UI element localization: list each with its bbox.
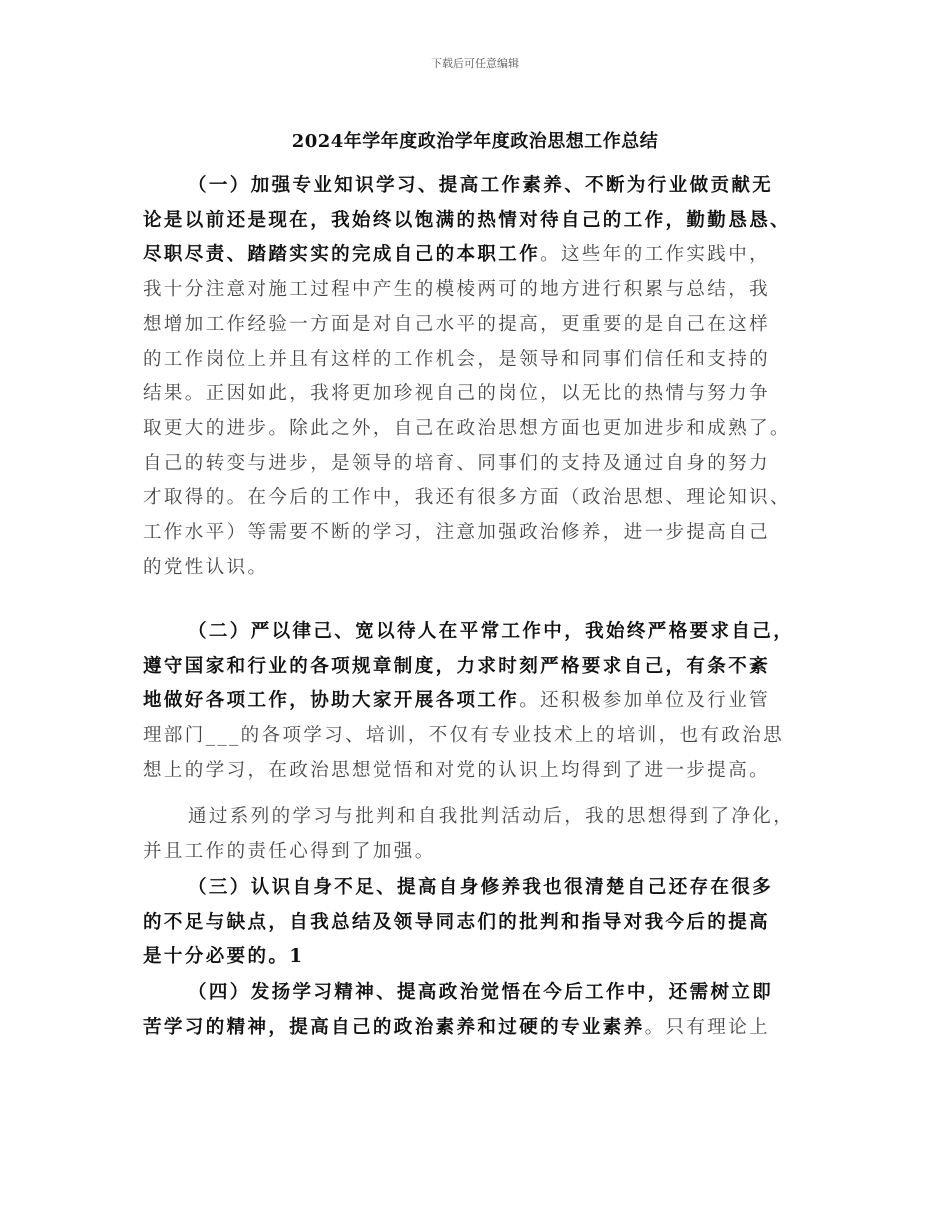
body-line <box>188 804 868 830</box>
body-line <box>143 723 823 749</box>
normal-text: 。还积极参加单位及行业管 <box>519 690 771 712</box>
normal-text: 结果。正因如此，我将更加珍视自己的岗位，以无比的热情与努力争 <box>143 383 771 405</box>
normal-text: 想增加工作经验一方面是对自己水平的提高，更重要的是自己在这样 <box>143 313 771 335</box>
normal-text: 通过系列的学习与批判和自我批判活动后，我的思想得到了净化， <box>188 806 795 827</box>
document-title: 2024年学年度政治学年度政治思想工作总结 <box>291 131 659 152</box>
body-line <box>143 485 823 511</box>
body-line <box>143 242 823 268</box>
bold-text: （二）严以律己、宽以待人在平常工作中，我始终严格要求自己， <box>188 621 795 642</box>
normal-text: 取更大的进步。除此之外，自己在政治思想方面也更加进步和成熟了。 <box>143 417 791 439</box>
body-line <box>143 312 823 338</box>
body-line <box>143 910 823 936</box>
normal-text: 。这些年的工作实践中， <box>540 244 771 266</box>
body-line <box>143 758 823 784</box>
body-line <box>143 381 823 407</box>
body-line <box>143 277 823 303</box>
body-line <box>143 688 823 714</box>
normal-text: 才取得的。在今后的工作中，我还有很多方面（政治思想、理论知识、 <box>143 487 791 509</box>
bold-text: 遵守国家和行业的各项规章制度，力求时刻严格要求自己，有条不紊 <box>143 655 771 677</box>
body-line <box>143 839 823 865</box>
normal-text: 想上的学习，在政治思想觉悟和对党的认识上均得到了进一步提高。 <box>143 759 771 781</box>
normal-text: 自己的转变与进步，是领导的培育、同事们的支持及通过自身的努力 <box>143 452 771 474</box>
normal-text: 理部门___的各项学习、培训，不仅有专业技术上的培训，也有政治思 <box>143 725 785 747</box>
bold-text: 尽职尽责、踏踏实实的完成自己的本职工作 <box>143 244 541 266</box>
bold-text: 苦学习的精神，提高自己的政治素养和过硬的专业素养 <box>143 1016 645 1038</box>
normal-text: 工作水平）等需要不断的学习，注意加强政治修养，进一步提高自己 <box>143 522 771 543</box>
body-line <box>143 944 823 970</box>
normal-text: 的工作岗位上并且有这样的工作机会，是领导和同事们信任和支持的 <box>143 348 771 370</box>
normal-text: 的党性认识。 <box>143 556 269 578</box>
body-line <box>143 347 823 373</box>
bold-text: （一）加强专业知识学习、提高工作素养、不断为行业做贡献无 <box>188 175 774 196</box>
bold-text: 地做好各项工作，协助大家开展各项工作 <box>143 690 520 712</box>
bold-text: （三）认识自身不足、提高自身修养我也很清楚自己还存在很多 <box>188 877 774 898</box>
bold-text: 论是以前还是现在，我始终以饱满的热情对待自己的工作，勤勤恳恳、 <box>143 209 791 231</box>
body-line <box>188 980 868 1006</box>
body-line <box>143 416 823 442</box>
bold-text: （四）发扬学习精神、提高政治觉悟在今后工作中，还需树立即 <box>188 982 774 1003</box>
header-note: 下载后可任意编辑 <box>431 57 519 70</box>
normal-text: 并且工作的责任心得到了加强。 <box>143 840 436 862</box>
body-line <box>143 654 823 680</box>
body-line <box>143 1015 823 1041</box>
bold-text: 的不足与缺点，自我总结及领导同志们的批判和指导对我今后的提高 <box>143 911 771 933</box>
body-line <box>188 173 868 199</box>
body-line <box>143 520 823 546</box>
body-line <box>143 451 823 477</box>
body-line <box>143 208 823 234</box>
body-line <box>188 875 868 901</box>
normal-text: 。只有理论上 <box>644 1016 771 1038</box>
normal-text: 我十分注意对施工过程中产生的模棱两可的地方进行积累与总结，我 <box>143 279 771 301</box>
body-line <box>143 555 823 581</box>
body-line <box>188 619 868 645</box>
bold-text: 是十分必要的。1 <box>143 946 305 968</box>
